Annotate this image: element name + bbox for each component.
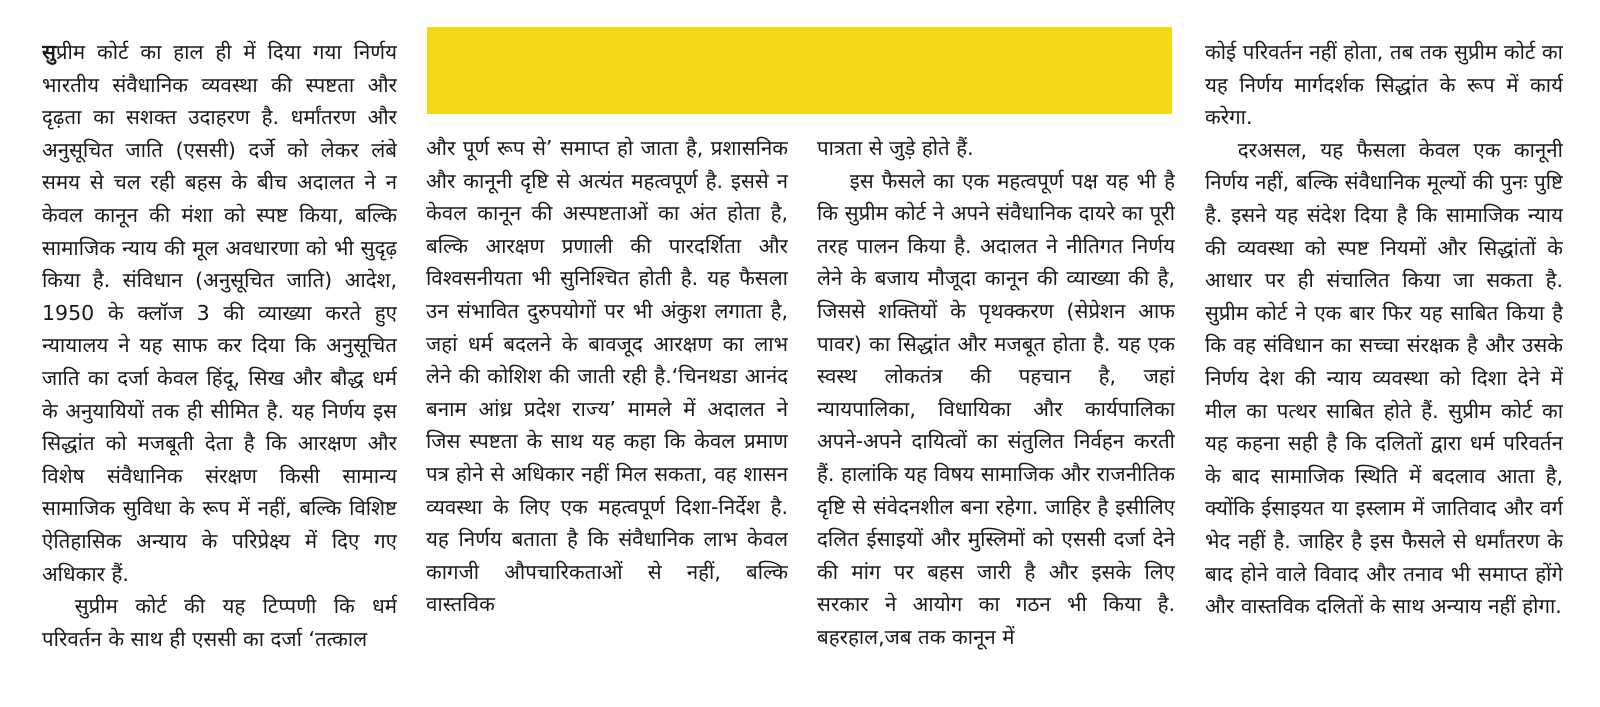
paragraph: दरअसल, यह फैसला केवल एक कानूनी निर्णय नहीं, बल्कि संवैधानिक मूल्यों की पुनः पुष्टि है. इसने यह संदेश दिया है कि सामाजिक न्याय की व्यवस्था को स्पष्ट नियमों और सिद्धांतों के आधार पर ही संचालित किया जा सकता है. सुप्रीम कोर्ट ने एक बार फिर यह साबित किया है कि वह संविधान का सच्चा संरक्षक है और उसके निर्णय देश की न्याय व्यवस्था को दिशा देने में मील का पत्थर साबित होते हैं. सुप्रीम कोर्ट का यह कहना सही है कि दलितों द्वारा धर्म परिवर्तन के बाद सामाजिक स्थिति में बदलाव आता है, क्योंकि ईसाइयत या इस्लाम में जातिवाद और वर्ग भेद नहीं है. जाहिर है इस फैसले से धर्मांतरण के बाद होने वाले विवाद और तनाव भी समाप्त होंगे और वास्तविक दलितों के साथ अन्याय नहीं होगा.	[1205, 137, 1563, 619]
paragraph: और पूर्ण रूप से’ समाप्त हो जाता है, प्रशासनिक और कानूनी दृष्टि से अत्यंत महत्वपूर्ण है. इससे न केवल कानून की अस्पष्टताओं का अंत होता है, बल्कि आरक्षण प्रणाली की पारदर्शिता और विश्वसनीयता भी सुनिश्चित होती है. यह फैसला उन संभावित दुरुपयोगों पर भी अंकुश लगाता है, जहां धर्म बदलने के बावजूद आरक्षण का लाभ लेने की कोशिश की जाती रही है.‘चिनथडा आनंद बनाम आंध्र प्रदेश राज्य’ मामले में अदालत ने जिस स्पष्टता के साथ यह कहा कि केवल प्रमाण पत्र होने से अधिकार नहीं मिल सकता, वह शासन व्यवस्था के लिए एक महत्वपूर्ण दिशा-निर्देश है. यह निर्णय बताता है कि संवैधानिक लाभ केवल कागजी औपचारिकताओं से नहीं, बल्कि वास्तविक	[426, 136, 788, 617]
column-4	[1205, 36, 1563, 684]
column-2	[426, 132, 788, 684]
paragraph: पात्रता से जुड़े होते हैं.	[817, 136, 974, 160]
drop-lead: सु	[42, 40, 56, 64]
paragraph: कोई परिवर्तन नहीं होता, तब तक सुप्रीम कोर्ट का यह निर्णय मार्गदर्शक सिद्धांत के रूप में कार्य करेगा.	[1205, 40, 1563, 130]
paragraph: इस फैसले का एक महत्वपूर्ण पक्ष यह भी है कि सुप्रीम कोर्ट ने अपने संवैधानिक दायरे का पूरी तरह पालन किया है. अदालत ने नीतिगत निर्णय लेने के बजाय मौजूदा कानून की व्याख्या की है, जिससे शक्तियों के पृथक्करण (सेप्रेशन आफ पावर) का सिद्धांत और मजबूत होता है. यह एक स्वस्थ लोकतंत्र की पहचान है, जहां न्यायपालिका, विधायिका और कार्यपालिका अपने-अपने दायित्वों का संतुलित निर्वहन करती हैं. हालांकि यह विषय सामाजिक और राजनीतिक दृष्टि से संवेदनशील बना रहेगा. जाहिर है इसीलिए दलित ईसाइयों और मुस्लिमों को एससी दर्जा देने की मांग पर बहस जारी है और इसके लिए सरकार ने आयोग का गठन भी किया है. बहरहाल,जब तक कानून में	[817, 168, 1175, 649]
paragraph	[42, 36, 397, 590]
paragraph-text: प्रीम कोर्ट का हाल ही में दिया गया निर्णय भारतीय संवैधानिक व्यवस्था की स्पष्टता और दृढ़ता का सशक्त उदाहरण है. धर्मांतरण और अनुसूचित जाति (एससी) दर्जे को लेकर लंबे समय से चल रही बहस के बीच अदालत ने न केवल कानून की मंशा को स्पष्ट किया, बल्कि सामाजिक न्याय की मूल अवधारणा को भी सुदृढ़ किया है. संविधान (अनुसूचित जाति) आदेश, 1950 के क्लॉज 3 की व्याख्या करते हुए न्यायालय ने यह साफ कर दिया कि अनुसूचित जाति का दर्जा केवल हिंदू, सिख और बौद्ध धर्म के अनुयायियों तक ही सीमित है. यह निर्णय इस सिद्धांत को मजबूती देता है कि आरक्षण और विशेष संवैधानिक संरक्षण किसी सामान्य सामाजिक सुविधा के रूप में नहीं, बल्कि विशिष्ट ऐतिहासिक अन्याय के परिप्रेक्ष्य में दिए गए अधिकार हैं.	[42, 40, 397, 586]
column-1	[42, 36, 397, 684]
paragraph: सुप्रीम कोर्ट की यह टिप्पणी कि धर्म परिवर्तन के साथ ही एससी का दर्जा ‘तत्काल	[42, 594, 397, 651]
column-3	[817, 132, 1175, 684]
highlight-box	[427, 27, 1172, 114]
